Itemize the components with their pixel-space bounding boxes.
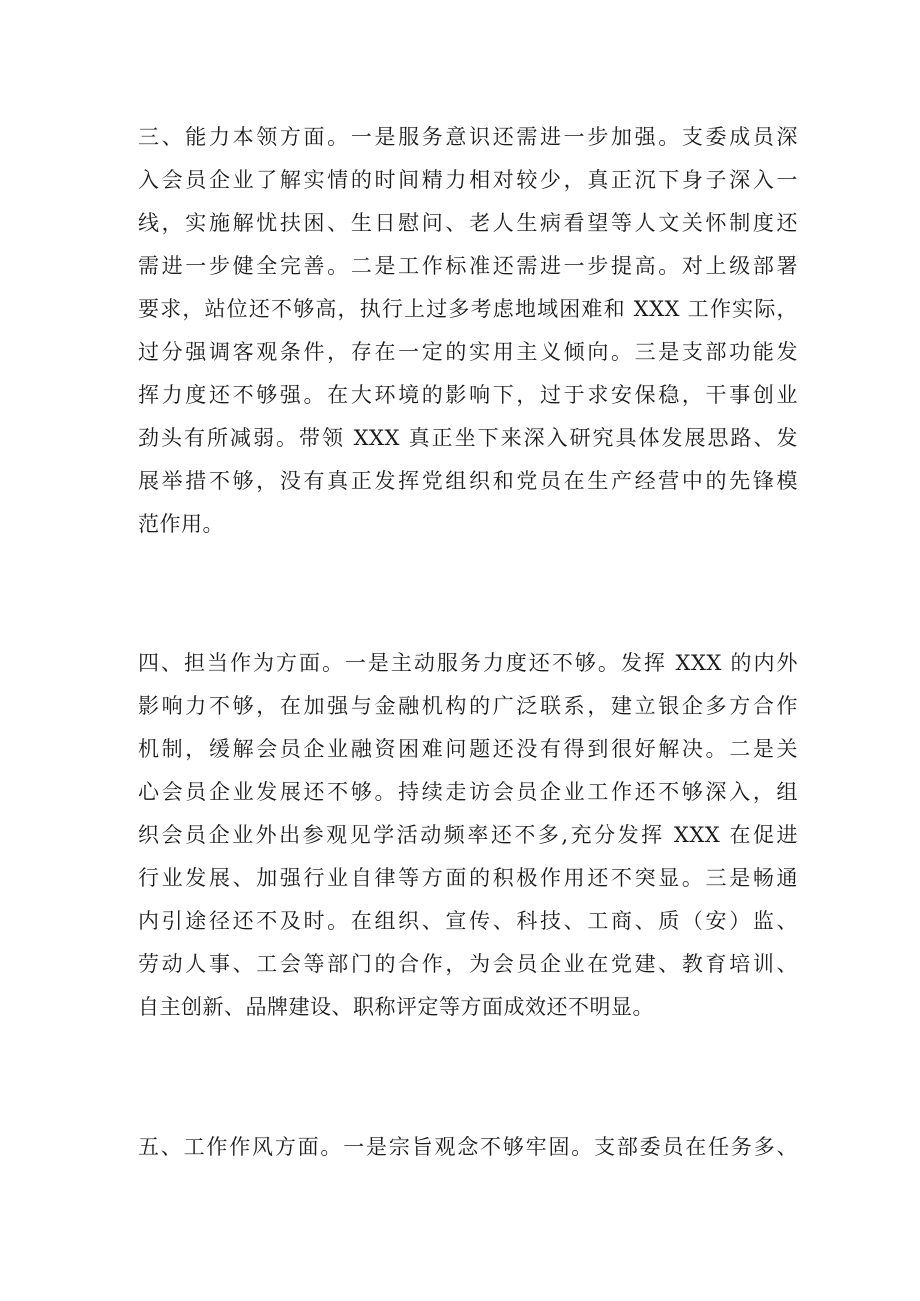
text-line: 入会员企业了解实情的时间精力相对较少，真正沉下身子深入一 xyxy=(138,168,798,192)
text-line: 劳动人事、工会等部门的合作，为会员企业在党建、教育培训、 xyxy=(138,952,798,976)
text-line: 挥力度还不够强。在大环境的影响下，过于求安保稳，干事创业 xyxy=(138,383,798,407)
text-line: 过分强调客观条件，存在一定的实用主义倾向。三是支部功能发 xyxy=(138,340,798,364)
text-line: 展举措不够，没有真正发挥党组织和党员在生产经营中的先锋模 xyxy=(138,469,798,493)
text-line: 五、工作作风方面。一是宗旨观念不够牢固。支部委员在任务多、 xyxy=(138,1135,798,1159)
text-line: 织会员企业外出参观见学活动频率还不多,充分发挥 XXX 在促进 xyxy=(138,823,798,847)
text-line: 自主创新、品牌建设、职称评定等方面成效还不明显。 xyxy=(138,995,654,1019)
text-line: 劲头有所减弱。带领 XXX 真正坐下来深入研究具体发展思路、发 xyxy=(138,426,798,450)
text-line: 行业发展、加强行业自律等方面的积极作用还不突显。三是畅通 xyxy=(138,866,798,890)
text-line: 三、能力本领方面。一是服务意识还需进一步加强。支委成员深 xyxy=(138,125,798,149)
paragraph-ability xyxy=(138,116,798,546)
text-line: 范作用。 xyxy=(138,512,224,536)
text-line: 线，实施解忧扶困、生日慰问、老人生病看望等人文关怀制度还 xyxy=(138,211,798,235)
text-line: 要求，站位还不够高，执行上过多考虑地域困难和 XXX 工作实际， xyxy=(138,297,798,321)
text-line: 心会员企业发展还不够。持续走访会员企业工作还不够深入，组 xyxy=(138,780,798,804)
text-line: 影响力不够，在加强与金融机构的广泛联系，建立银企多方合作 xyxy=(138,694,798,718)
paragraph-responsibility xyxy=(138,642,798,1029)
paragraph-work-style xyxy=(138,1126,798,1169)
text-line: 四、担当作为方面。一是主动服务力度还不够。发挥 XXX 的内外 xyxy=(138,651,798,675)
text-line: 需进一步健全完善。二是工作标准还需进一步提高。对上级部署 xyxy=(138,254,798,278)
text-line: 内引途径还不及时。在组织、宣传、科技、工商、质（安）监、 xyxy=(138,909,798,933)
text-line: 机制，缓解会员企业融资困难问题还没有得到很好解决。二是关 xyxy=(138,737,798,761)
